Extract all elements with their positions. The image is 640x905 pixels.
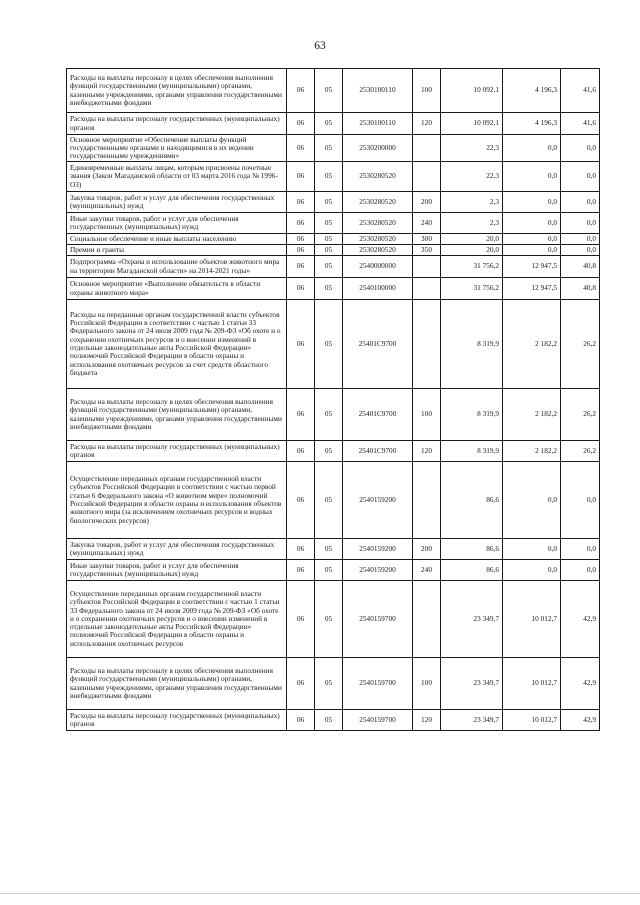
section-code-cell: 06 [287,441,315,462]
expense-name-cell: Премии и гранты [67,245,287,256]
expense-name-cell: Основное мероприятие «Обеспечение выплаты функций государственными органами и находящимися в их ведении государственными учреждениями» [67,135,287,162]
table-row [67,389,600,441]
expense-type-cell: 200 [413,539,441,560]
executed-amount-cell: 0,0 [503,213,561,234]
expense-name-cell: Закупка товаров, работ и услуг для обеспечения государственных (муниципальных) нужд [67,539,287,560]
table-row [67,192,600,213]
subsection-code-cell: 05 [315,278,343,300]
execution-percent-cell: 41,6 [561,69,600,113]
target-article-cell: 2530280520 [343,245,413,256]
subsection-code-cell: 05 [315,234,343,245]
expense-name-cell: Основное мероприятие «Выполнение обязательств в области охраны животного мира» [67,278,287,300]
executed-amount-cell: 0,0 [503,462,561,539]
expense-type-cell: 100 [413,389,441,441]
table-row [67,441,600,462]
table-row [67,710,600,731]
planned-amount-cell: 22,3 [441,135,503,162]
execution-percent-cell: 0,0 [561,560,600,581]
expense-name-cell: Расходы на выплаты персоналу государственных (муниципальных) органов [67,113,287,135]
section-code-cell: 06 [287,462,315,539]
executed-amount-cell: 0,0 [503,245,561,256]
expense-name-cell: Расходы на выплаты персоналу в целях обеспечения выполнения функций государственными (муниципальными) органами, казенными учреждениями, органами управления государственными внебюджетными фондами [67,69,287,113]
expense-type-cell: 120 [413,710,441,731]
expense-type-cell: 120 [413,113,441,135]
planned-amount-cell: 10 092,1 [441,113,503,135]
expense-type-cell: 240 [413,213,441,234]
target-article-cell: 2530280520 [343,213,413,234]
section-code-cell: 06 [287,69,315,113]
expense-type-cell [413,462,441,539]
planned-amount-cell: 8 319,9 [441,441,503,462]
subsection-code-cell: 05 [315,658,343,710]
expense-name-cell: Расходы на выплаты персоналу государственных (муниципальных) органов [67,710,287,731]
expense-type-cell: 200 [413,192,441,213]
target-article-cell: 2540159700 [343,710,413,731]
execution-percent-cell: 42,9 [561,710,600,731]
section-code-cell: 06 [287,658,315,710]
expense-type-cell: 240 [413,560,441,581]
target-article-cell: 2530280520 [343,234,413,245]
expense-name-cell: Единовременные выплаты лицам, которым присвоены почетные звания (Закон Магаданской области от 03 марта 2016 года № 1996-ОЗ) [67,162,287,192]
section-code-cell: 06 [287,192,315,213]
expense-name-cell: Осуществление переданных органам государственной власти субъектов Российской Федерации в соответствии с частью первой статьи 6 Федерального закона «О животном мире» полномочий Российской Федерации в области охраны и использования объектов животного мира (за исключением охотничьих ресурсов и водных биологических ресурсов) [67,462,287,539]
planned-amount-cell: 86,6 [441,462,503,539]
executed-amount-cell: 12 947,5 [503,256,561,278]
table-row [67,69,600,113]
planned-amount-cell: 31 756,2 [441,256,503,278]
planned-amount-cell: 8 319,9 [441,389,503,441]
expense-type-cell [413,135,441,162]
executed-amount-cell: 4 196,3 [503,69,561,113]
subsection-code-cell: 05 [315,539,343,560]
subsection-code-cell: 05 [315,162,343,192]
section-code-cell: 06 [287,213,315,234]
execution-percent-cell: 40,8 [561,278,600,300]
target-article-cell: 25401С9700 [343,441,413,462]
expense-name-cell: Иные закупки товаров, работ и услуг для обеспечения государственных (муниципальных) нужд [67,213,287,234]
table-row [67,213,600,234]
table-row [67,300,600,389]
target-article-cell: 2540000000 [343,256,413,278]
executed-amount-cell: 12 947,5 [503,278,561,300]
target-article-cell: 2540159200 [343,560,413,581]
target-article-cell: 2540159700 [343,581,413,658]
table-body [67,69,600,731]
expense-type-cell [413,162,441,192]
executed-amount-cell: 0,0 [503,539,561,560]
expense-name-cell: Расходы на выплаты персоналу в целях обеспечения выполнения функций государственными (муниципальными) органами, казенными учреждениями, органами управления государственными внебюджетными фондами [67,658,287,710]
expense-type-cell: 120 [413,441,441,462]
table-row [67,135,600,162]
target-article-cell: 25401С9700 [343,389,413,441]
expense-type-cell: 350 [413,245,441,256]
subsection-code-cell: 05 [315,462,343,539]
executed-amount-cell: 0,0 [503,162,561,192]
subsection-code-cell: 05 [315,710,343,731]
subsection-code-cell: 05 [315,135,343,162]
table-row [67,162,600,192]
planned-amount-cell: 86,6 [441,560,503,581]
section-code-cell: 06 [287,162,315,192]
planned-amount-cell: 8 319,9 [441,300,503,389]
section-code-cell: 06 [287,245,315,256]
planned-amount-cell: 23 349,7 [441,658,503,710]
target-article-cell: 2540159200 [343,462,413,539]
subsection-code-cell: 05 [315,441,343,462]
table-row [67,245,600,256]
execution-percent-cell: 0,0 [561,245,600,256]
target-article-cell: 2530100110 [343,69,413,113]
expense-type-cell [413,300,441,389]
table-row [67,581,600,658]
page-edge-divider [0,893,640,894]
section-code-cell: 06 [287,539,315,560]
executed-amount-cell: 10 012,7 [503,658,561,710]
expense-type-cell [413,278,441,300]
section-code-cell: 06 [287,256,315,278]
table-row [67,462,600,539]
section-code-cell: 06 [287,113,315,135]
subsection-code-cell: 05 [315,113,343,135]
subsection-code-cell: 05 [315,300,343,389]
expense-name-cell: Расходы на переданные органам государственной власти субъектов Российской Федерации в соответствии с частью 1 статьи 33 Федерального закона от 24 июля 2009 года № 209-ФЗ «Об охоте и о сохранении охотничьих ресурсов и о внесении изменений в отдельные законодательные акты Российской Федерации» полномочий Российской Федерации в области охраны и использования охотничьих ресурсов за счет средств областного бюджета [67,300,287,389]
target-article-cell: 25401С9700 [343,300,413,389]
executed-amount-cell: 0,0 [503,560,561,581]
subsection-code-cell: 05 [315,581,343,658]
table-row [67,234,600,245]
section-code-cell: 06 [287,710,315,731]
subsection-code-cell: 05 [315,69,343,113]
table-row [67,658,600,710]
planned-amount-cell: 2,3 [441,213,503,234]
execution-percent-cell: 0,0 [561,213,600,234]
executed-amount-cell: 0,0 [503,135,561,162]
execution-percent-cell: 0,0 [561,135,600,162]
planned-amount-cell: 23 349,7 [441,581,503,658]
planned-amount-cell: 2,3 [441,192,503,213]
execution-percent-cell: 0,0 [561,539,600,560]
planned-amount-cell: 22,3 [441,162,503,192]
execution-percent-cell: 41,6 [561,113,600,135]
page-number: 63 [314,40,326,52]
expense-name-cell: Подпрограмма «Охрана и использование объектов животного мира на территории Магаданской области» на 2014-2021 годы» [67,256,287,278]
subsection-code-cell: 05 [315,192,343,213]
budget-table [66,68,600,731]
execution-percent-cell: 26,2 [561,300,600,389]
section-code-cell: 06 [287,560,315,581]
expense-name-cell: Расходы на выплаты персоналу государственных (муниципальных) органов [67,441,287,462]
expense-type-cell: 100 [413,69,441,113]
section-code-cell: 06 [287,389,315,441]
subsection-code-cell: 05 [315,213,343,234]
expense-name-cell: Иные закупки товаров, работ и услуг для обеспечения государственных (муниципальных) нужд [67,560,287,581]
execution-percent-cell: 0,0 [561,462,600,539]
section-code-cell: 06 [287,300,315,389]
table-row [67,256,600,278]
subsection-code-cell: 05 [315,245,343,256]
section-code-cell: 06 [287,278,315,300]
executed-amount-cell: 2 182,2 [503,389,561,441]
section-code-cell: 06 [287,135,315,162]
section-code-cell: 06 [287,581,315,658]
subsection-code-cell: 05 [315,256,343,278]
execution-percent-cell: 42,9 [561,658,600,710]
planned-amount-cell: 31 756,2 [441,278,503,300]
planned-amount-cell: 10 092,1 [441,69,503,113]
target-article-cell: 2540100000 [343,278,413,300]
table-row [67,278,600,300]
target-article-cell: 2530200000 [343,135,413,162]
expense-name-cell: Социальное обеспечение и иные выплаты населению [67,234,287,245]
target-article-cell: 2530100110 [343,113,413,135]
execution-percent-cell: 0,0 [561,234,600,245]
expense-name-cell: Закупка товаров, работ и услуг для обеспечения государственных (муниципальных) нужд [67,192,287,213]
planned-amount-cell: 23 349,7 [441,710,503,731]
executed-amount-cell: 4 196,3 [503,113,561,135]
expense-type-cell [413,581,441,658]
executed-amount-cell: 2 182,2 [503,441,561,462]
executed-amount-cell: 2 182,2 [503,300,561,389]
table-row [67,113,600,135]
executed-amount-cell: 10 012,7 [503,581,561,658]
target-article-cell: 2540159700 [343,658,413,710]
planned-amount-cell: 20,0 [441,245,503,256]
executed-amount-cell: 10 012,7 [503,710,561,731]
target-article-cell: 2540159200 [343,539,413,560]
planned-amount-cell: 86,6 [441,539,503,560]
executed-amount-cell: 0,0 [503,234,561,245]
executed-amount-cell: 0,0 [503,192,561,213]
target-article-cell: 2530280520 [343,162,413,192]
table-row [67,560,600,581]
subsection-code-cell: 05 [315,560,343,581]
subsection-code-cell: 05 [315,389,343,441]
execution-percent-cell: 26,2 [561,441,600,462]
expense-type-cell [413,256,441,278]
execution-percent-cell: 26,2 [561,389,600,441]
execution-percent-cell: 0,0 [561,192,600,213]
table-row [67,539,600,560]
expense-name-cell: Расходы на выплаты персоналу в целях обеспечения выполнения функций государственными (муниципальными) органами, казенными учреждениями, органами управления государственными внебюджетными фондами [67,389,287,441]
execution-percent-cell: 42,9 [561,581,600,658]
execution-percent-cell: 0,0 [561,162,600,192]
section-code-cell: 06 [287,234,315,245]
planned-amount-cell: 20,0 [441,234,503,245]
expense-name-cell: Осуществление переданных органам государственной власти субъектов Российской Федерации в соответствии с частью 1 статьи 33 Федерального закона от 24 июля 2009 года № 209-ФЗ «Об охоте и о сохранении охотничьих ресурсов и о внесении изменений в отдельные законодательные акты Российской Федерации» полномочий Российской Федерации в области охраны и использования охотничьих ресурсов [67,581,287,658]
target-article-cell: 2530280520 [343,192,413,213]
execution-percent-cell: 40,8 [561,256,600,278]
expense-type-cell: 100 [413,658,441,710]
expense-type-cell: 300 [413,234,441,245]
